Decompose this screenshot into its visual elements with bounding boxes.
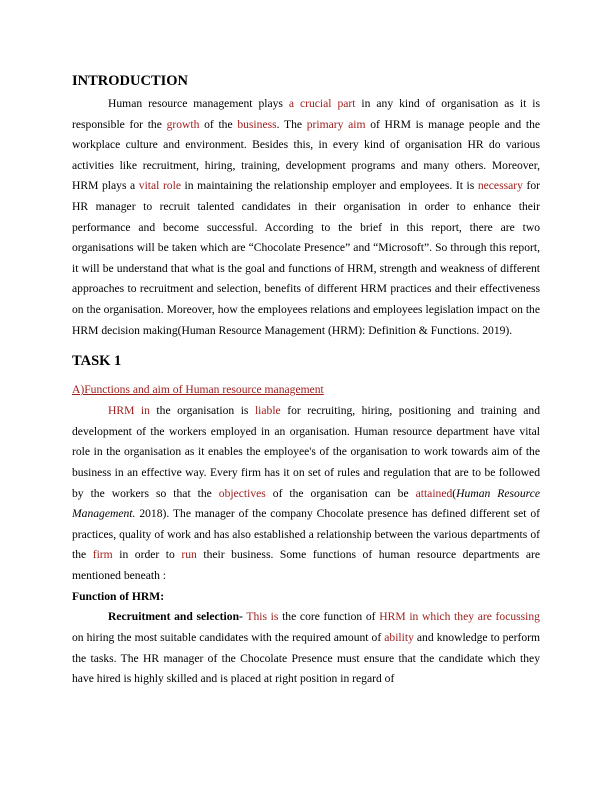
text-run: . The [276, 117, 307, 131]
document-content [72, 71, 540, 690]
recruitment-paragraph [72, 607, 540, 689]
text-run: Human resource management plays [108, 97, 289, 110]
text-run: a crucial part [288, 97, 356, 110]
text-run: HRM in which they are focussing [379, 610, 540, 624]
text-run: of HRM is manage people and the workplace culture and environment. Besides this, in every kind of organisation HR do various activities like recruitment, hiring, training, development programs and many others. Moreover, HRM plays a [72, 117, 541, 193]
text-run: in maintaining the relationship employer and employees. It is [180, 179, 478, 193]
task1-subheading: A)Functions and aim of Human resource management [72, 383, 324, 397]
text-run: of the organisation can be [265, 486, 416, 500]
text-run: on hiring the most suitable candidates with the required amount of [72, 631, 385, 645]
text-run: ability [384, 631, 414, 645]
text-run: liable [254, 404, 281, 418]
text-run: necessary [477, 179, 523, 193]
text-run: their business. Some functions of human resource departments are mentioned beneath : [72, 548, 541, 582]
function-of-hrm-heading: Function of HRM: [72, 590, 165, 604]
text-run: the core function of [278, 610, 380, 624]
introduction-paragraph [72, 94, 540, 341]
text-run: for recruiting, hiring, positioning and training and development of the workers employed in an organisation. Human resource department have vital role in the organisation as it enables the employee's of the organisation to work towards aim of the business in an effective way. Every firm has it on set of rules and regulation that are to be followed by the workers so that the [72, 404, 540, 500]
text-run: Human Resource Management. [72, 486, 540, 521]
text-run: in order to [112, 548, 182, 562]
text-run: growth [166, 117, 200, 131]
introduction-heading: INTRODUCTION [72, 73, 189, 89]
text-run: and knowledge to perform the tasks. The HR manager of the Chocolate Presence must ensure that the candidate which they have hired is highly skilled and is placed at right position in regard of [72, 631, 540, 686]
text-run: firm [92, 548, 113, 562]
text-run: This is [246, 610, 279, 624]
text-run: 2018). The manager of the company Chocolate presence has defined different set of practices, quality of work and has also established a relationship between the various departments of the [72, 507, 540, 562]
text-run: HRM in [108, 404, 150, 418]
text-run: attained [415, 486, 453, 500]
text-run: primary aim [306, 117, 366, 131]
text-run: vital role [138, 179, 181, 193]
text-run: of the [199, 117, 238, 131]
text-run: run [181, 548, 197, 562]
task1-heading: TASK 1 [72, 353, 122, 370]
text-run: ( [452, 486, 457, 500]
text-run: objectives [218, 486, 266, 500]
text-run: for HR manager to recruit talented candidates in their organisation in order to enhance their performance and become successful. According to the brief in this report, there are two organisations will be taken which are “Chocolate Presence” and “Microsoft”. So through this report, it will be understand that what is the goal and functions of HRM, strength and weakness of different approaches to recruitment and selection, benefits of different HRM practices and their effectiveness on the organisation. Moreover, how the employees relations and employees legislation impact on the HRM decision making(Human Resource Management (HRM): Definition & Functions. 2019). [72, 179, 540, 337]
text-run: business [237, 117, 277, 131]
text-run: the organisation is [149, 404, 255, 418]
task1-paragraph [72, 401, 540, 586]
text-run: in any kind of organisation as it is responsible for the [72, 97, 540, 131]
text-run: Recruitment and selection- [108, 610, 243, 624]
